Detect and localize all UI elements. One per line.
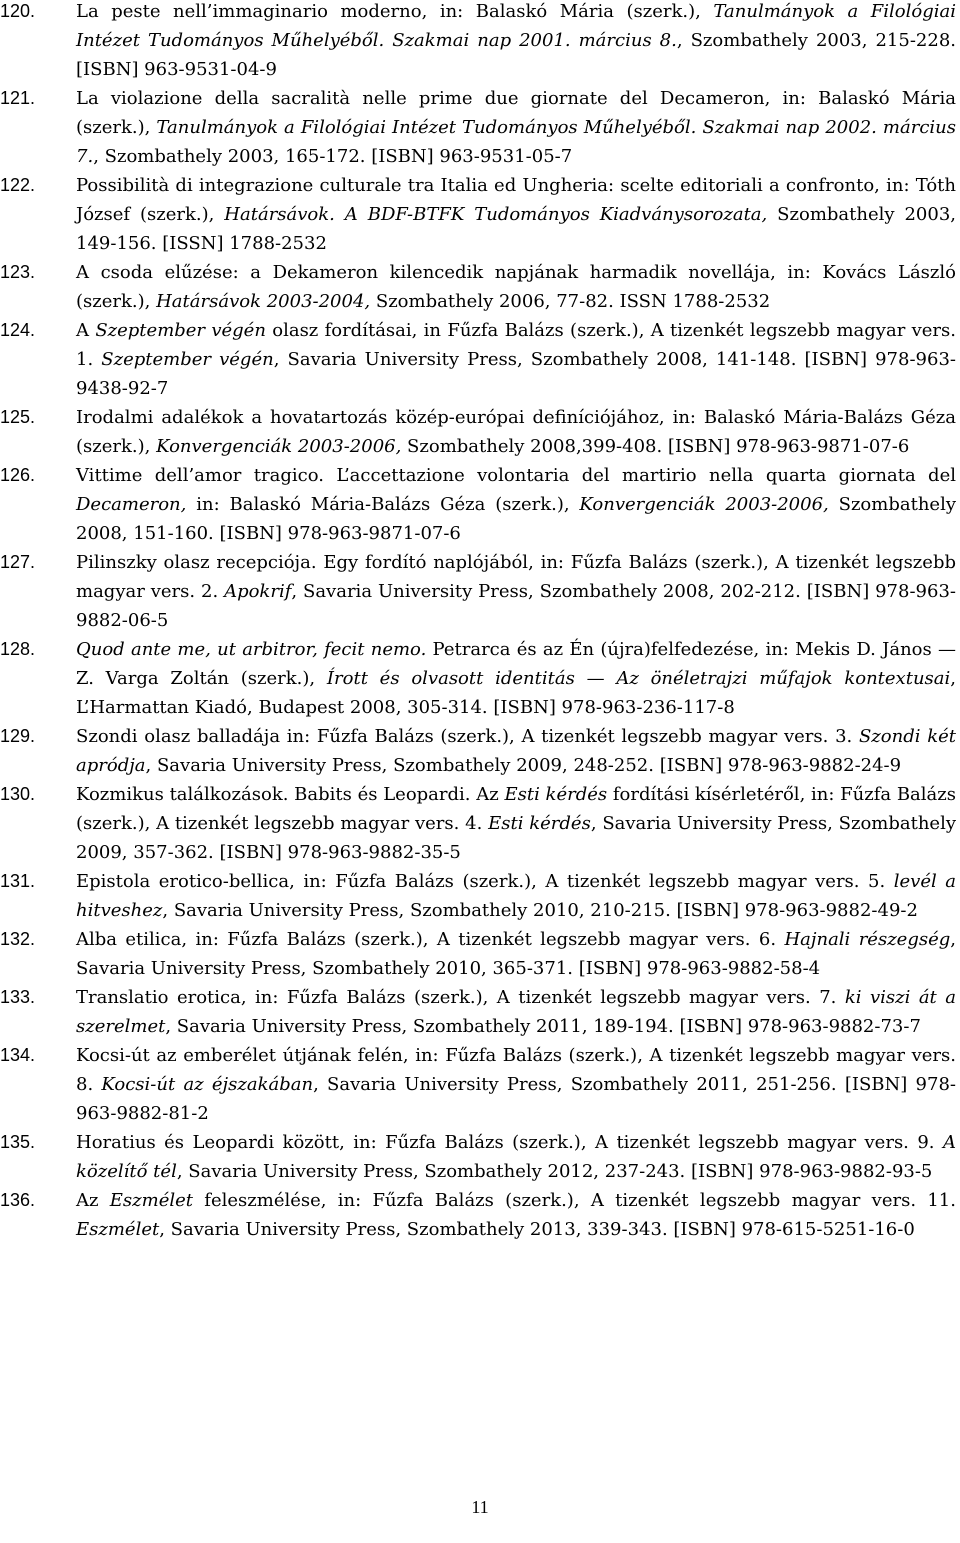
text-segment: Szombathely 2003, 149-156. [ISSN] 1788-2532: [76, 204, 956, 254]
entry-text: [76, 403, 956, 461]
text-segment: , Savaria University Press, Szombathely 2008, 141-148. [ISBN] 978-963-9438-92-7: [76, 349, 956, 399]
italic-title: Hajnali részegség: [784, 929, 951, 950]
italic-title: Esti kérdés: [504, 784, 608, 805]
entry-text: [76, 1128, 956, 1186]
entry-number: 133.: [0, 987, 36, 1007]
entry-number: 128.: [0, 639, 36, 659]
entry-number: 122.: [0, 175, 36, 195]
entry-text: [76, 548, 956, 635]
italic-title: levél a hitveshez: [76, 871, 956, 921]
text-segment: Epistola erotico-bellica, in: Fűzfa Balázs (szerk.), A tizenkét legszebb magyar vers. 5.: [76, 871, 894, 892]
text-segment: , Savaria University Press, Szombathely 2009, 357-362. [ISBN] 978-963-9882-35-5: [76, 813, 957, 863]
italic-title: Szondi két apródja: [76, 726, 956, 776]
text-segment: , Savaria University Press, Szombathely 2010, 365-371. [ISBN] 978-963-9882-58-4: [76, 929, 956, 979]
text-segment: fordítási kísérletéről, in: Fűzfa Balázs (szerk.), A tizenkét legszebb magyar vers. 4.: [76, 784, 956, 834]
italic-title: Kocsi-út az éjszakában: [101, 1074, 314, 1095]
text-segment: Az: [76, 1190, 110, 1211]
text-segment: Szombathely 2006, 77-82. ISSN 1788-2532: [370, 291, 771, 312]
text-segment: Irodalmi adalékok a hovatartozás közép-európai definíciójához, in: Balaskó Mária-Balázs Géza (szerk.),: [76, 407, 956, 457]
text-segment: Possibilità di integrazione culturale tra Italia ed Ungheria: scelte editoriali a confronto, in: Tóth József (szerk.),: [76, 175, 956, 225]
text-segment: Szombathely 2008, 151-160. [ISBN] 978-963-9871-07-6: [76, 494, 956, 544]
text-segment: Alba etilica, in: Fűzfa Balázs (szerk.), A tizenkét legszebb magyar vers. 6.: [76, 929, 785, 950]
bibliography-entry: [0, 635, 956, 722]
bibliography-entry: [0, 722, 956, 780]
entry-number: 121.: [0, 88, 36, 108]
entry-number: 134.: [0, 1045, 36, 1065]
text-segment: , Savaria University Press, Szombathely 2010, 210-215. [ISBN] 978-963-9882-49-2: [162, 900, 918, 921]
entry-number: 136.: [0, 1190, 36, 1210]
text-segment: , Savaria University Press, Szombathely 2011, 251-256. [ISBN] 978-963-9882-81-2: [76, 1074, 956, 1124]
bibliography-entry: [0, 1186, 956, 1244]
entry-text: [76, 1186, 956, 1244]
text-segment: A csoda elűzése: a Dekameron kilencedik napjának harmadik novellája, in: Kovács László (szerk.),: [76, 262, 956, 312]
text-segment: Pilinszky olasz recepciója. Egy fordító naplójából, in: Fűzfa Balázs (szerk.), A tizenkét legszebb magyar vers. 2.: [76, 552, 956, 602]
entry-text: [76, 84, 956, 171]
entry-number: 132.: [0, 929, 36, 949]
text-segment: feleszmélése, in: Fűzfa Balázs (szerk.), A tizenkét legszebb magyar vers. 11.: [193, 1190, 956, 1211]
text-segment: in: Balaskó Mária-Balázs Géza (szerk.),: [186, 494, 580, 515]
bibliography-entry: [0, 84, 956, 171]
text-segment: La violazione della sacralità nelle prime due giornate del Decameron, in: Balaskó Mária (szerk.),: [76, 88, 956, 138]
italic-title: Konvergenciák 2003-2006,: [579, 494, 829, 515]
italic-title: Eszmélet: [76, 1219, 160, 1240]
entry-number: 123.: [0, 262, 36, 282]
text-segment: , L’Harmattan Kiadó, Budapest 2008, 305-314. [ISBN] 978-963-236-117-8: [76, 668, 956, 718]
text-segment: Szombathely 2008,399-408. [ISBN] 978-963-9871-07-6: [401, 436, 910, 457]
entry-text: [76, 461, 956, 548]
italic-title: Szeptember végén: [95, 320, 266, 341]
bibliography-entry: [0, 548, 956, 635]
entry-number: 127.: [0, 552, 36, 572]
bibliography-entry: [0, 258, 956, 316]
bibliography-entry: [0, 316, 956, 403]
text-segment: Horatius és Leopardi között, in: Fűzfa Balázs (szerk.), A tizenkét legszebb magyar vers. 9.: [76, 1132, 943, 1153]
italic-title: A közelítő tél: [76, 1132, 956, 1182]
text-segment: Kozmikus találkozások. Babits és Leopardi. Az: [76, 784, 505, 805]
italic-title: ki viszi át a szerelmet: [76, 987, 956, 1037]
entry-number: 130.: [0, 784, 36, 804]
entry-number: 126.: [0, 465, 36, 485]
italic-title: Tanulmányok a Filológiai Intézet Tudományos Műhelyéből. Szakmai nap 2002. március 7.: [76, 117, 956, 167]
text-segment: , Savaria University Press, Szombathely 2013, 339-343. [ISBN] 978-615-5251-16-0: [159, 1219, 915, 1240]
entry-number: 125.: [0, 407, 36, 427]
bibliography-entry: [0, 0, 956, 84]
italic-title: Decameron,: [76, 494, 187, 515]
entry-text: [76, 925, 956, 983]
text-segment: Vittime dell’amor tragico. L’accettazione volontaria del martirio nella quarta giornata del: [76, 465, 956, 486]
italic-title: Konvergenciák 2003-2006,: [156, 436, 402, 457]
text-segment: Petrarca és az Én (újra)felfedezése, in: Mekis D. János — Z. Varga Zoltán (szerk.),: [76, 639, 956, 689]
italic-title: Szeptember végén: [101, 349, 274, 370]
entry-number: 129.: [0, 726, 36, 746]
italic-title: Eszmélet: [109, 1190, 194, 1211]
entry-number: 124.: [0, 320, 36, 340]
text-segment: Kocsi-út az emberélet útjának felén, in: Fűzfa Balázs (szerk.), A tizenkét legszebb magyar vers. 8.: [76, 1045, 956, 1095]
entry-text: [76, 171, 956, 258]
bibliography-entry: [0, 171, 956, 258]
entry-text: [76, 722, 956, 780]
italic-title: Quod ante me, ut arbitror, fecit nemo.: [76, 639, 427, 660]
text-segment: olasz fordításai, in Fűzfa Balázs (szerk.), A tizenkét legszebb magyar vers. 1.: [76, 320, 956, 370]
bibliography-entry: [0, 403, 956, 461]
entry-text: [76, 983, 956, 1041]
text-segment: , Szombathely 2003, 165-172. [ISBN] 963-9531-05-7: [93, 146, 573, 167]
bibliography-entry: [0, 983, 956, 1041]
text-segment: Szondi olasz balladája in: Fűzfa Balázs (szerk.), A tizenkét legszebb magyar vers. 3.: [76, 726, 859, 747]
entry-text: [76, 780, 956, 867]
bibliography-entry: [0, 461, 956, 548]
bibliography-entry: [0, 867, 956, 925]
bibliography-entry: [0, 780, 956, 867]
entry-number: 131.: [0, 871, 36, 891]
entry-number: 120.: [0, 1, 36, 21]
text-segment: , Szombathely 2003, 215-228. [ISBN] 963-9531-04-9: [76, 30, 957, 80]
bibliography-entry: [0, 1041, 956, 1128]
bibliography-entry: [0, 1128, 956, 1186]
italic-title: Határsávok. A BDF-BTFK Tudományos Kiadványsorozata,: [224, 204, 768, 225]
text-segment: , Savaria University Press, Szombathely 2012, 237-243. [ISBN] 978-963-9882-93-5: [176, 1161, 933, 1182]
bibliography-entry: [0, 925, 956, 983]
text-segment: , Savaria University Press, Szombathely 2009, 248-252. [ISBN] 978-963-9882-24-9: [145, 755, 902, 776]
entry-text: [76, 1041, 956, 1128]
italic-title: Határsávok 2003-2004,: [156, 291, 371, 312]
entry-text: [76, 867, 956, 925]
italic-title: Írott és olvasott identitás — Az önéletrajzi műfajok kontextusai: [326, 668, 951, 689]
entry-text: [76, 0, 956, 84]
italic-title: Apokrif: [224, 581, 292, 602]
entry-text: [76, 316, 956, 403]
entry-number: 135.: [0, 1132, 36, 1152]
italic-title: Esti kérdés: [488, 813, 591, 834]
text-segment: , Savaria University Press, Szombathely 2008, 202-212. [ISBN] 978-963-9882-06-5: [76, 581, 956, 631]
text-segment: La peste nell’immaginario moderno, in: Balaskó Mária (szerk.),: [76, 1, 714, 22]
text-segment: , Savaria University Press, Szombathely 2011, 189-194. [ISBN] 978-963-9882-73-7: [165, 1016, 921, 1037]
italic-title: Tanulmányok a Filológiai Intézet Tudományos Műhelyéből. Szakmai nap 2001. március 8.: [76, 1, 956, 51]
page-number: 11: [471, 1497, 489, 1517]
text-segment: A: [76, 320, 96, 341]
entry-text: [76, 635, 956, 722]
entry-text: [76, 258, 956, 316]
text-segment: Translatio erotica, in: Fűzfa Balázs (szerk.), A tizenkét legszebb magyar vers. 7.: [76, 987, 845, 1008]
